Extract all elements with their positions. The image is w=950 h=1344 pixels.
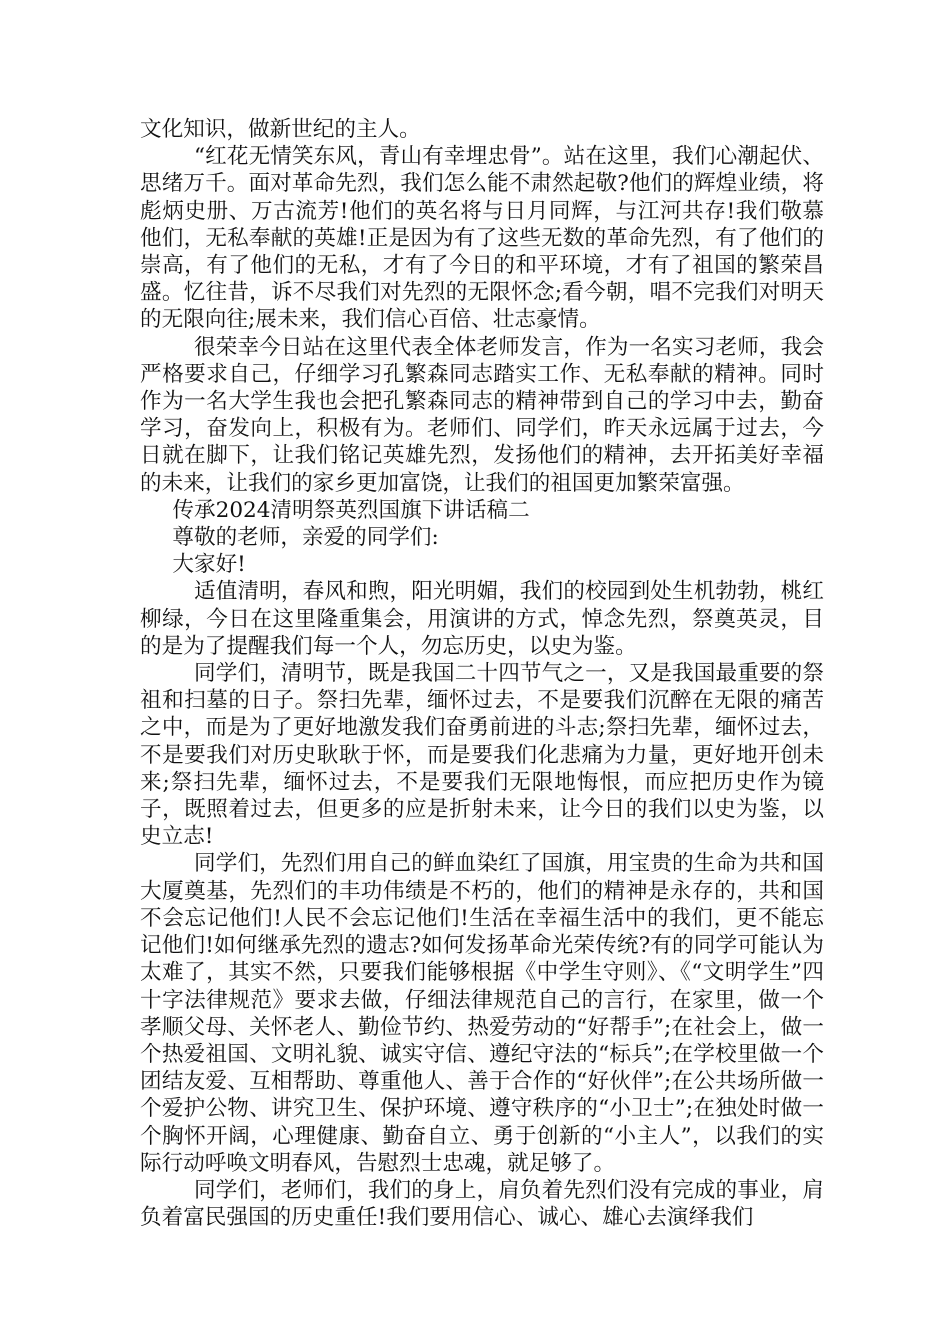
document-body bbox=[140, 116, 824, 1231]
paragraph: 同学们，清明节，既是我国二十四节气之一，又是我国最重要的祭祖和扫墓的日子。祭扫先辈，缅怀过去，不是要我们沉醉在无限的痛苦之中，而是为了更好地激发我们奋勇前进的斗志;祭扫先辈，缅怀过去，不是要我们对历史耿耿于怀，而是要我们化悲痛为力量，更好地开创未来;祭扫先辈，缅怀过去，不是要我们无限地悔恨，而应把历史作为镜子，既照着过去，但更多的应是折射未来，让今日的我们以史为鉴，以史立志! bbox=[140, 661, 824, 850]
section-title: 传承2024清明祭英烈国旗下讲话稿二 bbox=[172, 497, 530, 523]
salutation: 尊敬的老师，亲爱的同学们: bbox=[172, 525, 439, 551]
greeting: 大家好! bbox=[172, 552, 246, 578]
paragraph: 同学们，先烈们用自己的鲜血染红了国旗，用宝贵的生命为共和国大厦奠基，先烈们的丰功伟绩是不朽的，他们的精神是永存的，共和国不会忘记他们!人民不会忘记他们!生活在幸福生活中的我们，更不能忘记他们!如何继承先烈的遗志?如何发扬革命光荣传统?有的同学可能认为太难了，其实不然，只要我们能够根据《中学生守则》、《“文明学生”四十字法律规范》要求去做，仔细法律规范自己的言行，在家里，做一个孝顺父母、关怀老人、勤俭节约、热爱劳动的“好帮手”;在社会上，做一个热爱祖国、文明礼貌、诚实守信、遵纪守法的“标兵”;在学校里做一个团结友爱、互相帮助、尊重他人、善于合作的“好伙伴”;在公共场所做一个爱护公物、讲究卫生、保护环境、遵守秩序的“小卫士”;在独处时做一个胸怀开阔，心理健康、勤奋自立、勇于创新的“小主人”，以我们的实际行动呼唤文明春风，告慰烈士忠魂，就足够了。 bbox=[140, 851, 824, 1176]
paragraph: 适值清明，春风和煦，阳光明媚，我们的校园到处生机勃勃，桃红柳绿，今日在这里隆重集会，用演讲的方式，悼念先烈，祭奠英灵，目的是为了提醒我们每一个人，勿忘历史，以史为鉴。 bbox=[140, 579, 824, 659]
paragraph: 同学们，老师们，我们的身上，肩负着先烈们没有完成的事业，肩负着富民强国的历史重任!我们要用信心、诚心、雄心去演绎我们 bbox=[140, 1177, 824, 1231]
paragraph: “红花无情笑东风，青山有幸埋忠骨”。站在这里，我们心潮起伏、思绪万千。面对革命先烈，我们怎么能不肃然起敬?他们的辉煌业绩，将彪炳史册、万古流芳!他们的英名将与日月同辉，与江河共存!我们敬慕他们，无私奉献的英雄!正是因为有了这些无数的革命先烈，有了他们的崇高，有了他们的无私，才有了今日的和平环境，才有了祖国的繁荣昌盛。忆往昔，诉不尽我们对先烈的无限怀念;看今朝，唱不完我们对明天的无限向往;展未来，我们信心百倍、壮志豪情。 bbox=[140, 144, 824, 333]
paragraph: 很荣幸今日站在这里代表全体老师发言，作为一名实习老师，我会严格要求自己，仔细学习孔繁森同志踏实工作、无私奉献的精神。同时作为一名大学生我也会把孔繁森同志的精神带到自己的学习中去，勤奋学习，奋发向上，积极有为。老师们、同学们，昨天永远属于过去，今日就在脚下，让我们铭记英雄先烈，发扬他们的精神，去开拓美好幸福的未来，让我们的家乡更加富饶，让我们的祖国更加繁荣富强。 bbox=[140, 334, 824, 496]
paragraph-continuation: 文化知识，做新世纪的主人。 bbox=[140, 117, 421, 142]
